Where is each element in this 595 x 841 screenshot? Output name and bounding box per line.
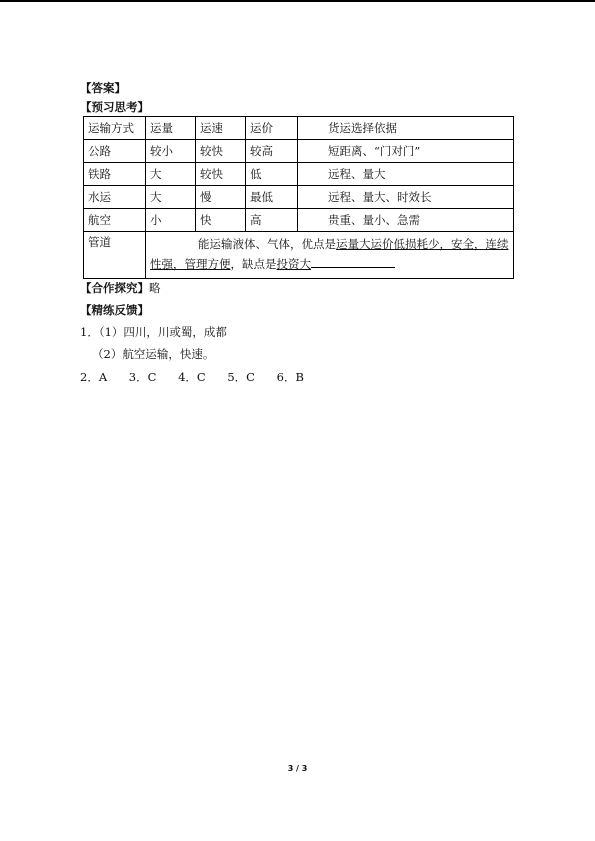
practice-heading: 【精练反馈】 [80,303,149,317]
answer-item: 6．B [276,370,304,384]
question-1-part-2: （2）航空运输，快速。 [92,347,215,361]
table-row [84,140,514,163]
table-cell: 最低 [246,186,298,209]
table-cell: 贵重、量小、急需 [298,209,514,232]
pipeline-description [146,232,514,279]
table-cell: 管道 [84,232,146,279]
answer-list [80,369,322,385]
answer-item: 5．C [227,370,255,384]
top-border-line [0,0,595,2]
table-cell: 航空 [84,209,146,232]
table-cell: 小 [146,209,196,232]
preview-heading: 【预习思考】 [80,100,149,114]
cooperate-heading: 【合作探究】略 [80,281,161,295]
header-cell: 运价 [246,117,298,140]
table-cell: 远程、量大、时效长 [298,186,514,209]
pipeline-text: 能运输液体、气体，优点是 [198,237,336,251]
table-cell: 较小 [146,140,196,163]
answer-item: 3．C [128,370,157,384]
page-number: 3 / 3 [287,764,308,773]
question-1-part-1: 1．（1）四川，川或蜀，成都 [80,325,227,339]
pipeline-text: ，缺点是 [230,257,277,271]
answer-heading: 【答案】 [80,81,126,95]
pipeline-disadvantage: 投资大 [276,257,311,271]
table-cell: 较高 [246,140,298,163]
table-cell: 慢 [196,186,246,209]
table-cell: 较快 [196,163,246,186]
table-cell: 大 [146,163,196,186]
table-cell: 高 [246,209,298,232]
table-cell: 较快 [196,140,246,163]
table-row [84,186,514,209]
cooperate-content: 略 [149,281,161,295]
table-cell: 远程、量大 [298,163,514,186]
header-cell: 运量 [146,117,196,140]
header-cell: 货运选择依据 [298,117,514,140]
table-cell: 铁路 [84,163,146,186]
pipeline-advantage: 运量大运价低损耗少，安全，连续 [336,237,509,251]
header-cell: 运输方式 [84,117,146,140]
table-row [84,163,514,186]
table-cell: 水运 [84,186,146,209]
answer-item: 4．C [178,370,206,384]
table-cell: 大 [146,186,196,209]
transport-table [83,116,514,279]
table-cell: 低 [246,163,298,186]
blank-underline [311,255,395,268]
pipeline-row [84,232,514,279]
header-cell: 运速 [196,117,246,140]
table-cell: 公路 [84,140,146,163]
table-cell: 短距离、“门对门” [298,140,514,163]
pipeline-advantage-cont: 性强，管理方便 [150,257,231,271]
answer-item: 2．A [80,370,108,384]
table-row [84,209,514,232]
table-cell: 快 [196,209,246,232]
table-header-row [84,117,514,140]
